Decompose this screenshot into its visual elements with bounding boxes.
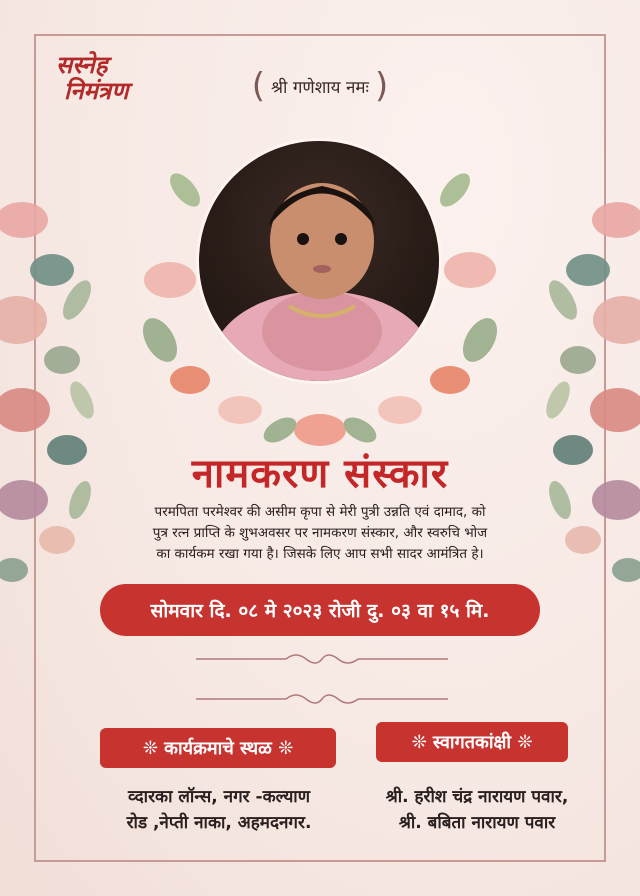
sasneh-nimantran-logo: [56, 52, 146, 122]
hosts-label: [376, 722, 568, 762]
host-line-1: श्री. हरीश चंद्र नारायण पवार,: [385, 787, 569, 807]
baby-photo-frame: [130, 130, 510, 460]
baby-photo: [196, 138, 442, 384]
ganesh-mantra: ( श्री गणेशाय नमः ): [251, 66, 389, 106]
venue-line-1: व्दारका लॉन्स, नगर -कल्याण: [127, 787, 310, 807]
venue-label-text: ❊ कार्यक्रमाचे स्थळ ❊: [142, 738, 294, 759]
message-line-3: का कार्यकम रखा गया है। जिसके लिए आप सभी सादर आमंत्रित हे।: [156, 546, 484, 562]
invitation-message: [90, 502, 550, 565]
message-line-2: पुत्र रत्न प्राप्ति के शुभअवसर पर नामकरण संस्कार, और स्वरुचि भोज: [152, 525, 488, 541]
ornamental-divider: [196, 651, 448, 667]
mantra-text: श्री गणेशाय नमः: [271, 77, 369, 98]
venue-address: [74, 784, 364, 836]
date-time-banner: [100, 584, 540, 636]
logo-line-2: निमंत्रण: [64, 76, 129, 106]
host-line-2: श्री. बबिता नारायण पवार: [398, 813, 556, 833]
venue-label: [100, 728, 336, 768]
ganesh-emblem-icon: (: [251, 66, 266, 106]
date-time-text: सोमवार दि. ०८ मे २०२३ रोजी दु. ०३ वा १५ मि.: [150, 600, 490, 622]
ornamental-divider: [196, 691, 448, 707]
message-line-1: परमपिता परमेश्वर की असीम कृपा से मेरी पुत्री उन्नति एवं दामाद, को: [154, 504, 486, 520]
ceremony-title: नामकरण संस्कार: [191, 450, 449, 497]
hosts-names: [346, 784, 608, 836]
logo-line-1: सस्नेह: [56, 50, 108, 79]
venue-line-2: रोड ,नेप्ती नाका, अहमदनगर.: [126, 813, 312, 833]
baby-illustration: [199, 141, 442, 384]
hosts-label-text: ❊ स्वागतकांक्षी ❊: [411, 732, 533, 753]
